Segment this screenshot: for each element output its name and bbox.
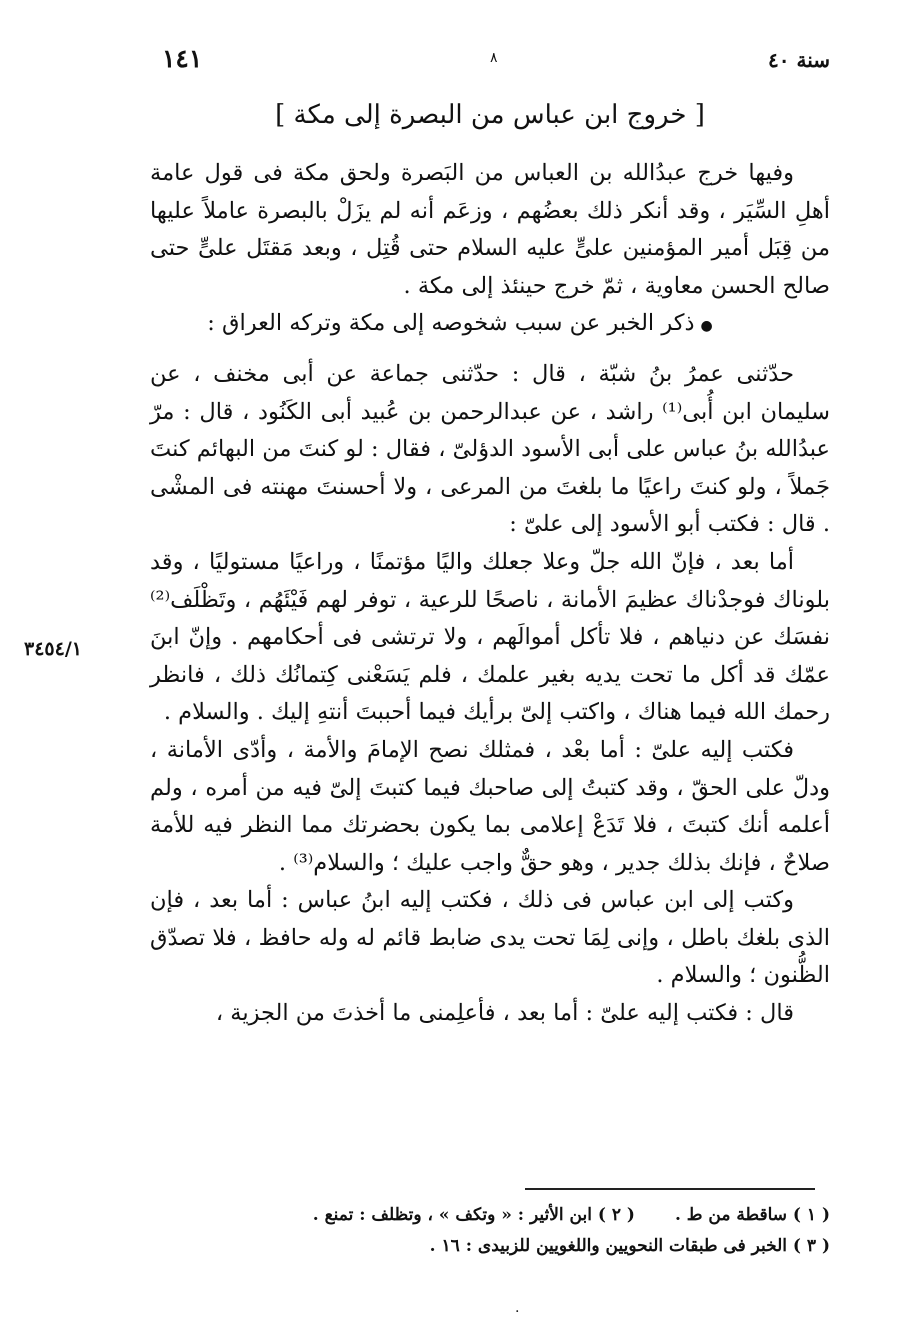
- footnote-line-1: [150, 1200, 830, 1231]
- footnote-divider: [525, 1188, 815, 1190]
- footnote-1: ( ١ ) ساقطة من ط .: [674, 1205, 830, 1225]
- paragraph-4: فكتب إليه علىّ : أما بعْد ، فمثلك نصح الإمامَ والأمة ، وأدّى الأمانة ، ودلّ على الحقّ ، وقد كتبتُ إلى صاحبك فيما كتبتَ إلىّ فيه من أمره ، ولم أعلمه أنك كتبتَ ، فلا تَدَعْ إعلامى بما يكون بحضرتك مما النظر فيه للأمة صلاحٌ ، فإنك بذلك جدير ، وهو حقٌّ واجب عليك ؛ والسلام⁽³⁾ .: [150, 736, 830, 876]
- signature-mark: ٨: [490, 50, 498, 66]
- footnotes: [150, 1200, 830, 1262]
- paragraph-2: حدّثنى عمرُ بنُ شبّة ، قال : حدّثنى جماعة عن أبى مخنف ، عن سليمان ابن أُبى⁽¹⁾ راشد ، عن عبدالرحمن بن عُبيد أبى الكَنُود ، قال : مرّ عبدُالله بنُ عباس على أبى الأسود الدؤلىّ ، فقال : لو كنتَ من البهائم كنتَ جَملاً ، ولو كنتَ راعيًا ما بلغتَ من المرعى ، ولا أحسنتَ مهنته فى المشْى . قال : فكتب أبو الأسود إلى علىّ :: [150, 360, 830, 538]
- paragraph-6: قال : فكتب إليه علىّ : أما بعد ، فأعلِمنى ما أخذتَ من الجزية ،: [215, 1000, 794, 1027]
- year-label: سنة ٤٠: [768, 48, 830, 72]
- margin-reference: ٣٤٥٤/١: [24, 638, 82, 660]
- bottom-dot: .: [515, 1300, 520, 1316]
- paragraph-3: أما بعد ، فإنّ الله جلّ وعلا جعلك واليًا مؤتمنًا ، وراعيًا مستوليًا ، وقد بلوناك فوجدْناك عظيمَ الأمانة ، ناصحًا للرعية ، توفر لهم فَيْئَهُم ، وتَظْلَف⁽²⁾ نفسَك عن دنياهم ، فلا تأكل أموالَهم ، ولا ترتشى فى أحكامهم . وإنّ ابنَ عمّك قد أكل ما تحت يديه بغير علمك ، فلم يَسَعْنى كِتمانُك ذلك ، فانظر رحمك الله فيما هناك ، واكتب إلىّ برأيك فيما أحببتَ أنتهِ إليك . والسلام .: [150, 548, 830, 726]
- section-title: [ خروج ابن عباس من البصرة إلى مكة ]: [275, 100, 705, 130]
- paragraph-1: وفيها خرج عبدُالله بن العباس من البَصرة ولحق مكة فى قول عامة أهلِ السِّيَر ، وقد أنكر ذلك بعضُهم ، وزعَم أنه لم يزَلْ بالبصرة عاملاً عليها من قِبَل أمير المؤمنين علىٍّ عليه السلام حتى قُتِل ، وبعد مَقتَل علىٍّ حتى صالح الحسن معاوية ، ثمّ خرج حينئذ إلى مكة .: [150, 160, 830, 299]
- main-text: [150, 155, 830, 1033]
- page-header: [150, 44, 830, 84]
- section-heading-text: ذكر الخبر عن سبب شخوصه إلى مكة وتركه العراق :: [207, 310, 695, 337]
- footnote-line-2: [150, 1231, 830, 1262]
- section-heading-line: [150, 305, 830, 346]
- paragraph-5: وكتب إلى ابن عباس فى ذلك ، فكتب إليه ابنُ عباس : أما بعد ، فإن الذى بلغك باطل ، وإنى لِمَا تحت يدى ضابط قائم له وله حافظ ، فلا تصدّق الظُّنون ؛ والسلام .: [150, 887, 830, 989]
- footnote-2: ( ٢ ) ابن الأثير : « وتكف » ، وتظلف : تمنع .: [312, 1205, 635, 1225]
- bullet-icon: ●: [700, 318, 713, 335]
- footnote-3: ( ٣ ) الخبر فى طبقات النحويين واللغويين للزبيدى : ١٦ .: [429, 1236, 830, 1256]
- page-number: ١٤١: [162, 44, 203, 73]
